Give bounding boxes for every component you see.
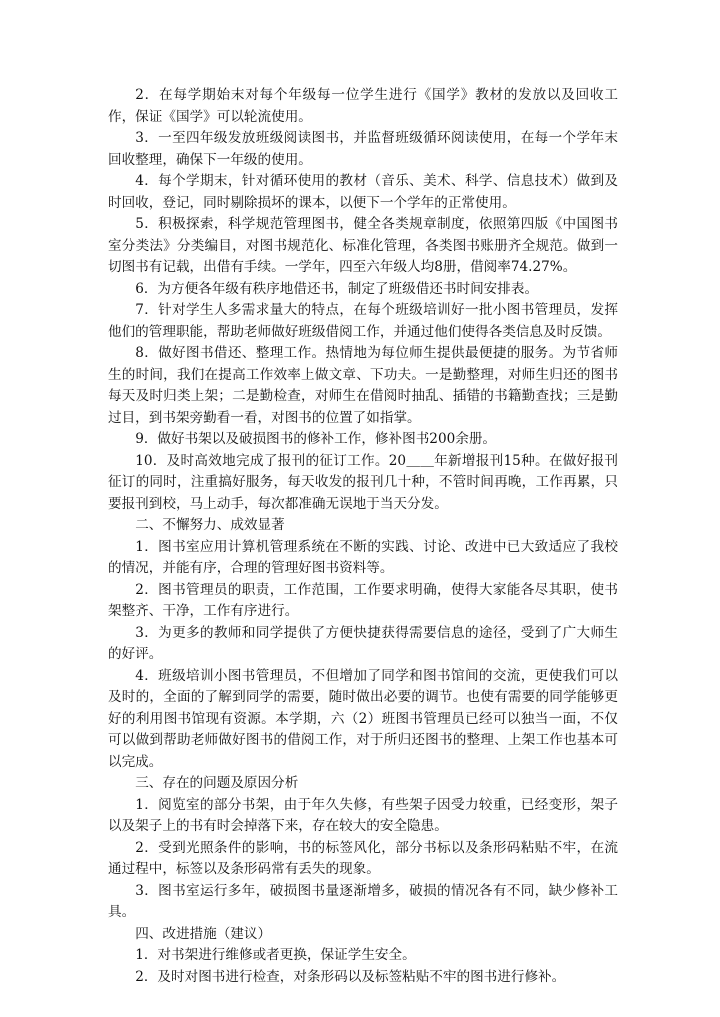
problem-3-damaged-books: 3．图书室运行多年，破损图书量逐渐增多，破损的情况各有不同，缺少修补工具。	[108, 882, 618, 920]
section-heading-problems: 三、存在的问题及原因分析	[135, 775, 299, 791]
section-heading-achievements: 二、不懈努力、成效显著	[135, 517, 285, 533]
paragraph-2-textbook-distribution: 2．在每学期始末对每个年级每一位学生进行《国学》教材的发放以及回收工作，保证《国学》可以轮流使用。	[108, 87, 618, 125]
document-body	[108, 85, 618, 988]
problem-2-labels: 2．受到光照条件的影响，书的标签风化，部分书标以及条形码粘贴不牢，在流通过程中，标签以及条形码常有丢失的现象。	[108, 839, 618, 877]
improvement-2-label-check: 2．及时对图书进行检查，对条形码以及标签粘贴不牢的图书进行修补。	[135, 968, 566, 985]
paragraph-9-book-repair: 9．做好书架以及破损图书的修补工作，修补图书200余册。	[135, 431, 497, 447]
problem-1-shelves: 1．阅览室的部分书架，由于年久失修，有些架子因受力较重，已经变形，架子以及架子上的书有时会掉落下来，存在较大的安全隐患。	[108, 796, 618, 834]
achievement-1-computer-system: 1．图书室应用计算机管理系统在不断的实践、讨论、改进中已大致适应了我校的情况，并能有序，合理的管理好图书资料等。	[108, 538, 618, 576]
paragraph-6-borrow-schedule: 6．为方便各年级有秩序地借还书，制定了班级借还书时间安排表。	[135, 280, 539, 297]
improvement-1-shelf-repair: 1．对书架进行维修或者更换，保证学生安全。	[135, 947, 416, 963]
section-heading-improvements: 四、改进措施（建议）	[135, 925, 272, 942]
paragraph-3-class-reading-books: 3．一至四年级发放班级阅读图书，并监督班级循环阅读使用，在每一个学年末回收整理，确保下一年级的使用。	[108, 130, 618, 168]
paragraph-8-borrow-return-work: 8．做好图书借还、整理工作。热情地为每位师生提供最便捷的服务。为节省师生的时间，我们在提高工作效率上做文章、下功夫。一是勤整理，对师生归还的图书每天及时归类上架；二是勤检查，对师生在借阅时抽乱、插错的书籍勤查找；三是勤过目，到书架旁勤看一看，对图书的位置了如指掌。	[108, 345, 618, 426]
achievement-4-student-librarians: 4．班级培训小图书管理员，不但增加了同学和图书馆间的交流，更使我们可以及时的，全面的了解到同学的需要，随时做出必要的调节。也使有需要的同学能够更好的利用图书馆现有资源。本学期，六（2）班图书管理员已经可以独当一面，不仅可以做到帮助老师做好图书的借阅工作，对于所归还图书的整理、上架工作也基本可以完成。	[108, 667, 618, 770]
paragraph-5-catalog-management: 5．积极探索，科学规范管理图书，健全各类规章制度，依照第四版《中国图书室分类法》分类编目，对图书规范化、标准化管理，各类图书账册齐全规范。做到一切图书有记载，出借有手续。一学年，四至六年级人均8册，借阅率74.27%。	[108, 216, 618, 275]
achievement-2-clear-duties: 2．图书管理员的职责，工作范围，工作要求明确，使得大家能各尽其职，使书架整齐、干净，工作有序进行。	[108, 581, 618, 619]
paragraph-4-recycled-textbooks: 4．每个学期末，针对循环使用的教材（音乐、美术、科学、信息技术）做到及时回收，登记，同时剔除损坏的课本，以便下一个学年的正常使用。	[108, 173, 618, 211]
achievement-3-convenient-access: 3．为更多的教师和同学提供了方便快捷获得需要信息的途径，受到了广大师生的好评。	[108, 624, 618, 662]
paragraph-10-periodicals: 10．及时高效地完成了报刊的征订工作。20＿＿年新增报刊15种。在做好报刊征订的同时，注重搞好服务，每天收发的报刊几十种，不管时间再晚，工作再累，只要报刊到校，马上动手，每次都准确无误地于当天分发。	[108, 452, 618, 512]
paragraph-7-student-librarians: 7．针对学生人多需求量大的特点，在每个班级培训好一批小图书管理员，发挥他们的管理职能，帮助老师做好班级借阅工作，并通过他们使得各类信息及时反馈。	[108, 302, 618, 340]
